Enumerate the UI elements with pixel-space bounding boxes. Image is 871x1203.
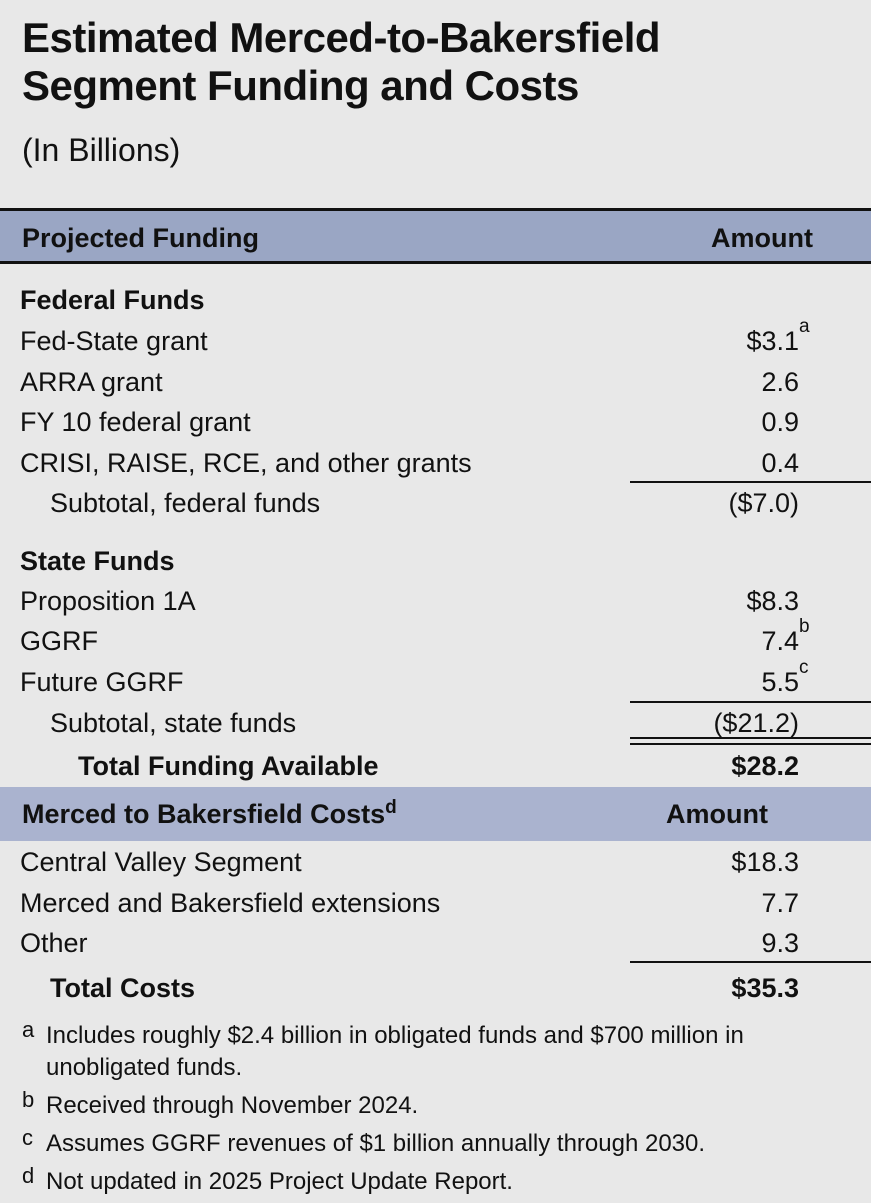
footnote-text: Received through November 2024. [46, 1092, 419, 1119]
total-costs-row [0, 968, 871, 1008]
divider [630, 737, 871, 739]
divider [630, 961, 871, 963]
funding-header-amount: Amount [711, 223, 813, 253]
footnote [22, 1125, 842, 1160]
table-row [0, 883, 871, 923]
subtitle: (In Billions) [22, 132, 181, 168]
footnote-text: Not updated in 2025 Project Update Report. [46, 1168, 513, 1195]
footnotes [22, 1017, 842, 1198]
row-value: $3.1 a [746, 316, 810, 356]
footnote [22, 1017, 842, 1084]
subtotal-value: ($7.0) [728, 488, 799, 518]
footnote-mark: c [22, 1125, 33, 1150]
row-value: 7.4 b [761, 616, 810, 656]
subtotal-label: Subtotal, federal funds [50, 488, 321, 518]
table-row [0, 581, 871, 621]
total-funding-label: Total Funding Available [78, 751, 379, 781]
table-row [0, 657, 871, 702]
total-funding-row [0, 746, 871, 786]
row-label: Central Valley Segment [20, 847, 302, 877]
funding-header-label: Projected Funding [22, 223, 260, 253]
row-label: Proposition 1A [20, 586, 196, 616]
total-costs-label: Total Costs [50, 973, 196, 1003]
row-label: Merced and Bakersfield extensions [20, 888, 441, 918]
row-label: Future GGRF [20, 667, 184, 697]
total-funding-value: $28.2 [731, 751, 799, 781]
footnote-text: Includes roughly $2.4 billion in obligated funds and $700 million in unobligated funds. [46, 1022, 744, 1081]
row-label: CRISI, RAISE, RCE, and other grants [20, 448, 472, 478]
state-heading-row [0, 541, 871, 581]
state-heading: State Funds [20, 546, 175, 576]
table-row [0, 316, 871, 361]
funding-header-bar [0, 208, 871, 264]
row-label: ARRA grant [20, 367, 163, 397]
costs-header-bar [0, 787, 871, 841]
footnote-text: Assumes GGRF revenues of $1 billion annually through 2030. [46, 1130, 706, 1157]
table-row [0, 362, 871, 402]
row-value: 9.3 [761, 928, 799, 958]
table-row [0, 443, 871, 483]
footnote-marker: a [799, 316, 810, 337]
table-row [0, 923, 871, 963]
table-row [0, 616, 871, 661]
row-label: Other [20, 928, 88, 958]
divider [630, 743, 871, 745]
title-line-2: Segment Funding and Costs [22, 62, 579, 109]
footnote [22, 1163, 842, 1198]
footnote-mark: a [22, 1017, 35, 1042]
row-value: $18.3 [731, 847, 799, 877]
row-label: GGRF [20, 626, 98, 656]
total-costs-value: $35.3 [731, 973, 799, 1003]
row-label: Fed-State grant [20, 326, 208, 356]
costs-header-amount: Amount [666, 799, 768, 829]
footnote [22, 1087, 842, 1122]
costs-header-label: Merced to Bakersfield Costs$^d$ [22, 797, 397, 829]
footnote-mark: b [22, 1087, 35, 1112]
subtotal-value: ($21.2) [713, 708, 799, 738]
table-row [0, 402, 871, 442]
row-value: 0.4 [761, 448, 799, 478]
footnote-mark: d [22, 1163, 35, 1188]
federal-heading-row [0, 280, 871, 320]
subtotal-label: Subtotal, state funds [50, 708, 297, 738]
footnote-marker: d [385, 797, 397, 818]
federal-heading: Federal Funds [20, 285, 205, 315]
row-value: 7.7 [761, 888, 799, 918]
row-value: 0.9 [761, 407, 799, 437]
row-value: $8.3 [746, 586, 799, 616]
footnote-marker: b [799, 616, 810, 637]
page-title [22, 14, 852, 110]
footnote-marker: c [799, 657, 809, 678]
row-label: FY 10 federal grant [20, 407, 251, 437]
table-row [0, 842, 871, 882]
row-value: 5.5 c [761, 657, 809, 697]
row-value: 2.6 [761, 367, 799, 397]
federal-subtotal-row [0, 483, 871, 523]
title-line-1: Estimated Merced-to-Bakersfield [22, 14, 661, 61]
